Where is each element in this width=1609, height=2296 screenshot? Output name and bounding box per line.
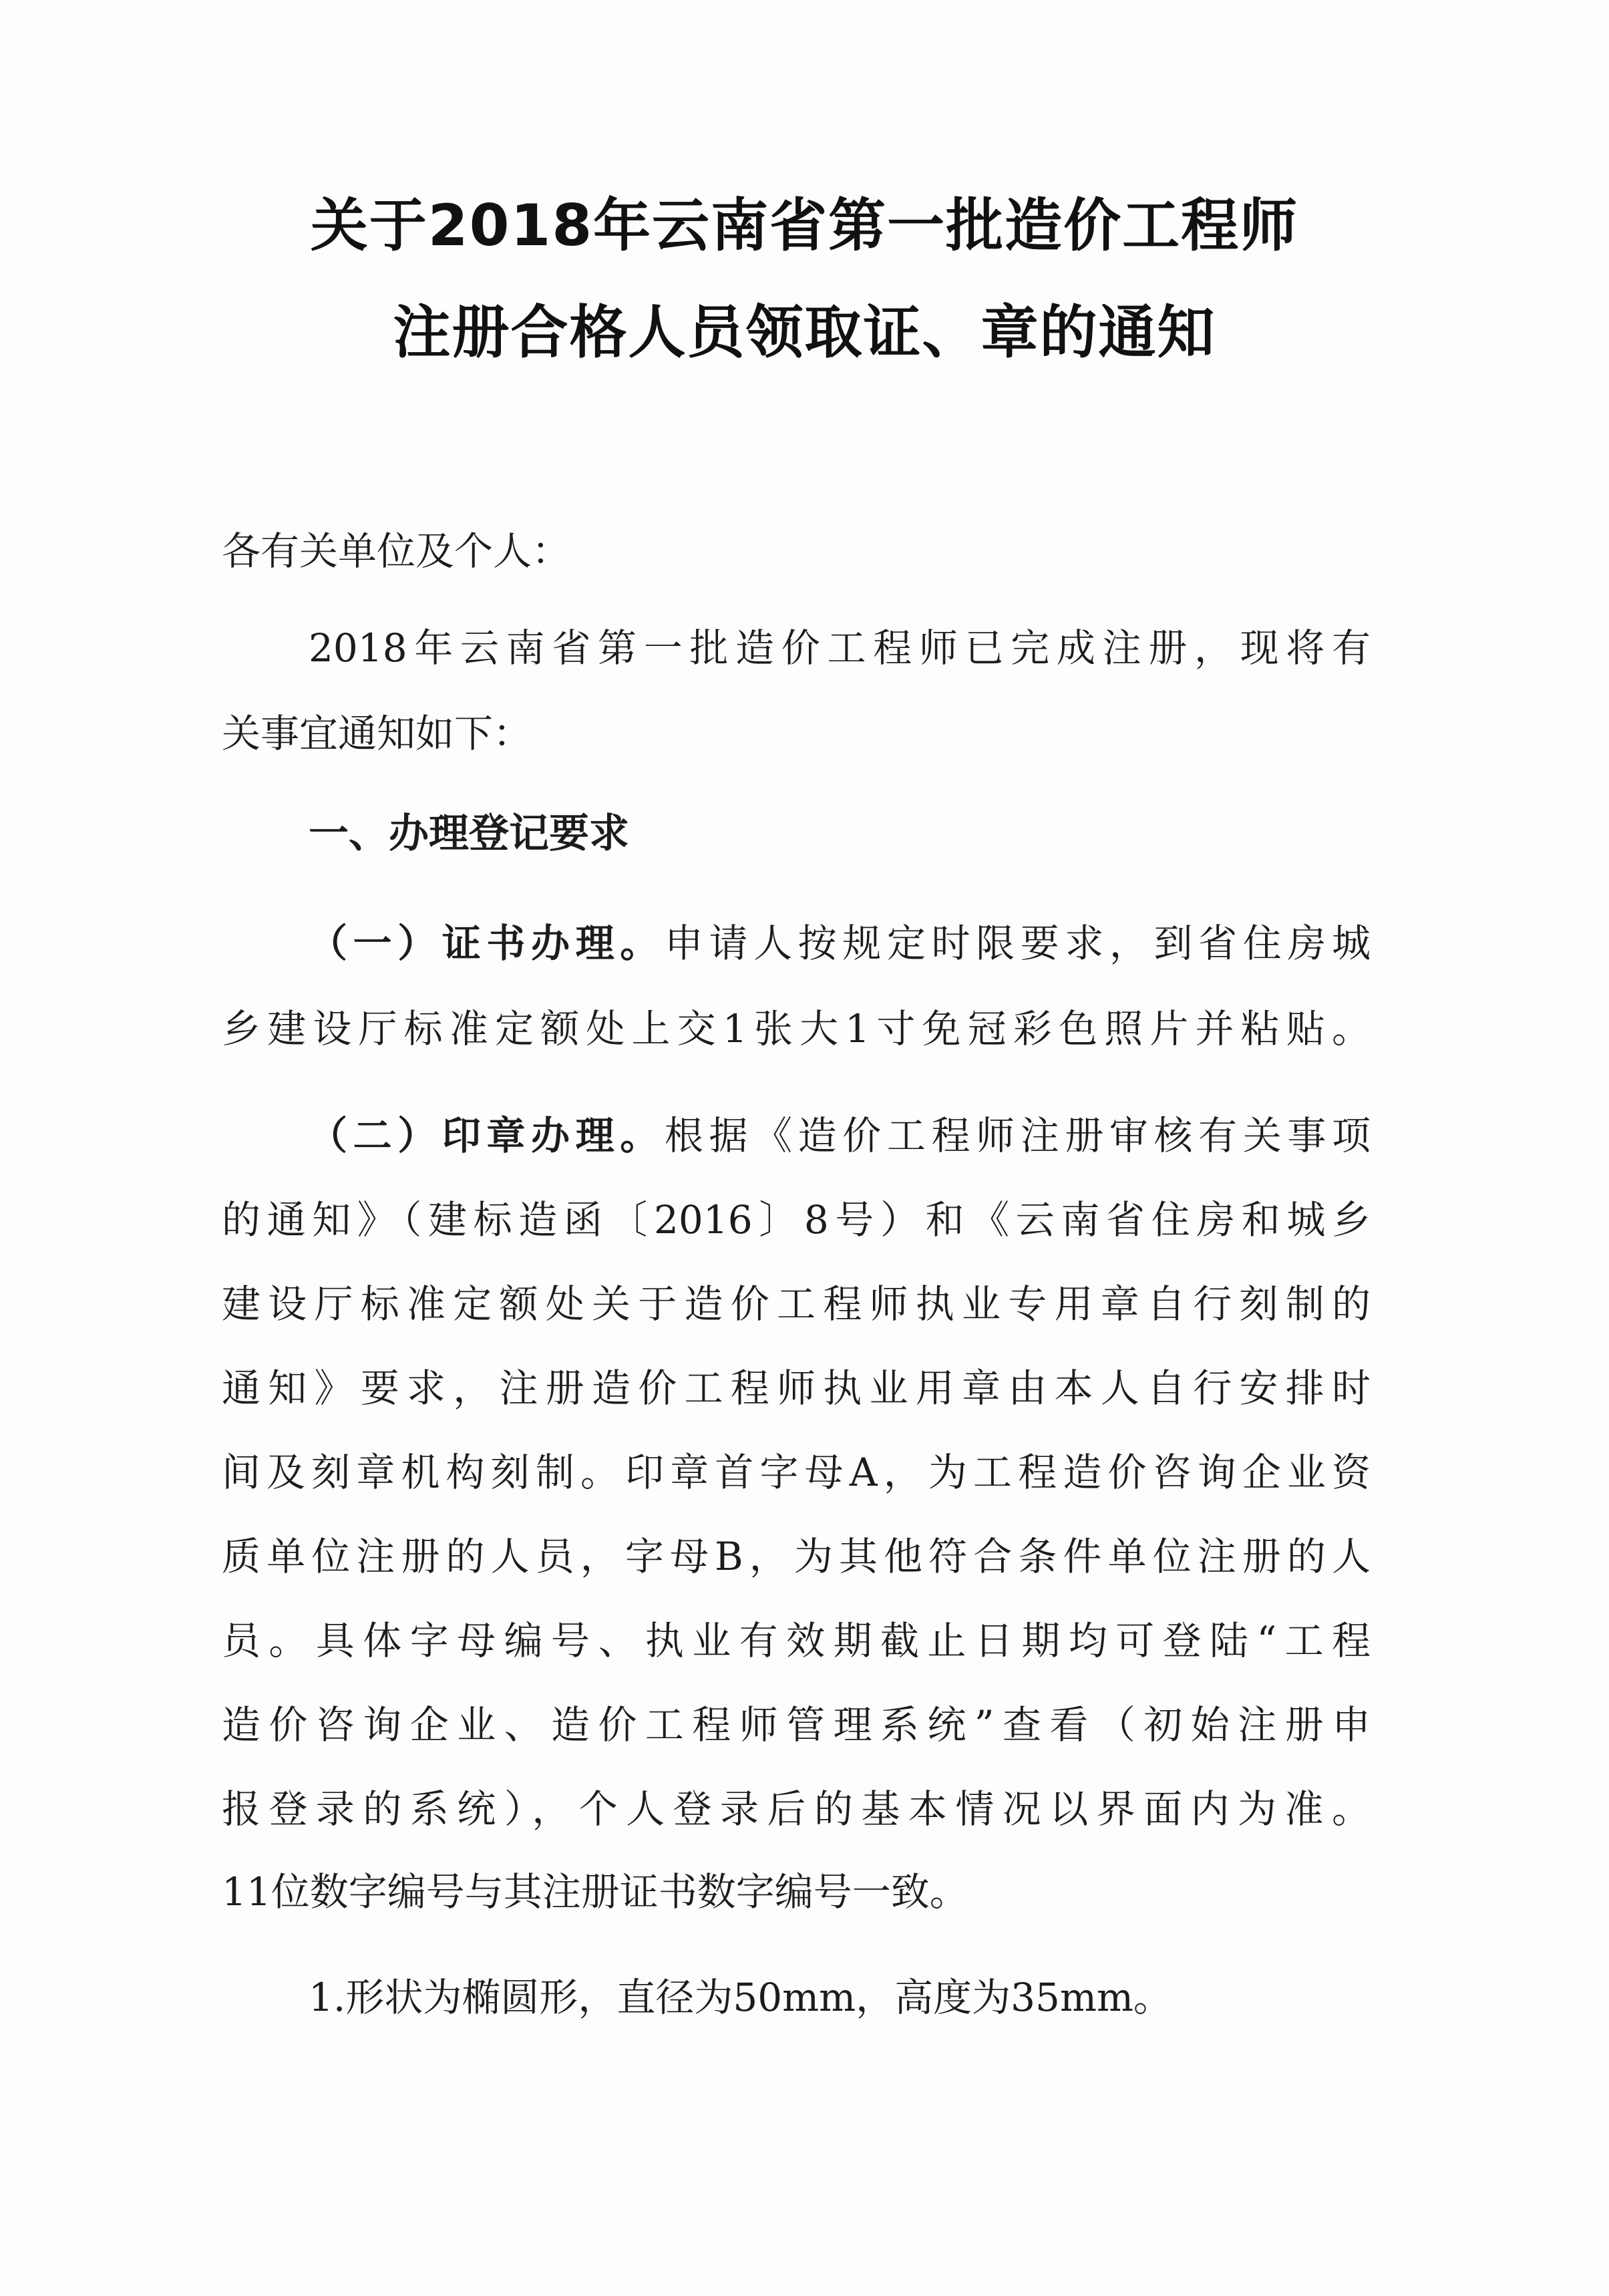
salutation: 各有关单位及个人： [222,528,571,574]
item-1-line-1-text: 申请人按规定时限要求，到省住房城 [664,921,1371,966]
item-2-line-1-text: 根据《造价工程师注册审核有关事项 [664,1113,1371,1158]
item-1-line-1 [309,917,1371,970]
section-1-heading: 一、办理登记要求 [309,810,629,857]
item-2-label: （二）印章办理。 [309,1113,665,1158]
item-2-line-6: 质单位注册的人员，字母B，为其他符合条件单位注册的人 [222,1534,1371,1579]
item-2-line-8: 造价咨询企业、造价工程师管理系统”查看（初始注册申 [222,1702,1371,1748]
intro-line-2: 关事宜通知如下： [222,711,532,756]
item-2-line-4: 通知》要求，注册造价工程师执业用章由本人自行安排时 [222,1365,1371,1411]
item-2-line-7: 员。具体字母编号、执业有效期截止日期均可登陆“工程 [222,1618,1371,1663]
item-2-line-2: 的通知》（建标造函〔2016〕8号）和《云南省住房和城乡 [222,1197,1371,1243]
item-2-line-3: 建设厅标准定额处关于造价工程师执业专用章自行刻制的 [222,1281,1371,1327]
item-2-line-1 [309,1109,1371,1162]
document-title-line-2: 注册合格人员领取证、章的通知 [393,299,1216,366]
document-title-line-1: 关于2018年云南省第一批造价工程师 [310,192,1299,259]
item-2-sub-1: 1.形状为椭圆形，直径为50mm，高度为35mm。 [309,1975,1172,2020]
item-2-line-5: 间及刻章机构刻制。印章首字母A，为工程造价咨询企业资 [222,1450,1371,1495]
intro-line-1: 2018年云南省第一批造价工程师已完成注册，现将有 [309,625,1371,671]
item-2-line-9: 报登录的系统），个人登录后的基本情况以界面内为准。 [222,1786,1371,1832]
item-1-line-2: 乡建设厅标准定额处上交1张大1寸免冠彩色照片并粘贴。 [222,1006,1371,1051]
item-1-label: （一）证书办理。 [309,921,665,966]
item-2-line-10: 11位数字编号与其注册证书数字编号一致。 [222,1869,968,1915]
